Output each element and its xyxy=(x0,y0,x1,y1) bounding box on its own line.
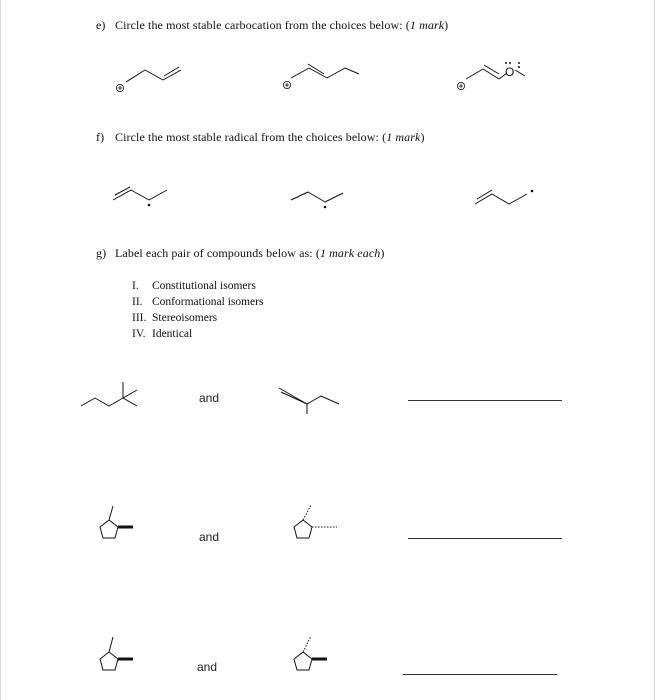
plus-charge-icon xyxy=(283,81,290,88)
carbocation-option-3[interactable] xyxy=(453,55,553,95)
question-g-mark: 1 mark each xyxy=(319,246,381,260)
question-g-close: ) xyxy=(380,246,385,260)
pair-3-right-structure xyxy=(283,632,339,682)
question-e xyxy=(96,18,448,33)
radical-option-3[interactable] xyxy=(471,180,541,212)
question-e-tag: e) xyxy=(96,18,106,32)
pair-2-left-structure xyxy=(91,500,139,552)
pair-1-answer-blank[interactable] xyxy=(408,400,562,401)
radical-option-1[interactable] xyxy=(109,182,173,212)
pair-2-answer-blank[interactable] xyxy=(408,538,562,539)
pair-2-right-structure xyxy=(283,500,343,552)
pair-2-and-label: and xyxy=(199,530,220,544)
question-e-text: Circle the most stable carbocation from the choices below: ( xyxy=(115,18,410,32)
radical-dot-icon xyxy=(324,206,327,209)
question-e-close: ) xyxy=(444,18,449,32)
carbocation-option-1[interactable] xyxy=(111,62,191,96)
question-f-text: Circle the most stable radical from the choices below: ( xyxy=(115,130,387,144)
question-e-mark: 1 mark xyxy=(409,18,445,32)
label-option-numeral: I. xyxy=(132,280,139,292)
pair-3-and-label: and xyxy=(197,660,218,674)
label-option xyxy=(114,326,263,342)
label-option-numeral: IV. xyxy=(132,328,146,340)
carbocation-option-2[interactable] xyxy=(277,60,361,94)
label-option xyxy=(114,294,263,310)
label-option-text: Conformational isomers xyxy=(152,296,264,308)
question-f-close: ) xyxy=(420,130,425,144)
pair-1-right-structure xyxy=(277,384,347,416)
label-options-list xyxy=(114,278,263,342)
label-option-numeral: II. xyxy=(132,296,143,308)
question-g-text: Label each pair of compounds below as: ( xyxy=(115,246,320,260)
label-option xyxy=(114,278,263,294)
pair-1-and-label: and xyxy=(199,391,220,405)
label-option-text: Stereoisomers xyxy=(152,312,218,324)
oxygen-atom-label: O xyxy=(505,65,515,79)
question-g-tag: g) xyxy=(96,246,107,260)
radical-dot-icon xyxy=(531,190,534,193)
radical-dot-icon xyxy=(148,204,151,207)
label-option-numeral: III. xyxy=(132,312,147,324)
label-option xyxy=(114,310,263,326)
question-f-tag: f) xyxy=(96,130,105,144)
plus-charge-icon xyxy=(116,84,123,91)
question-g xyxy=(96,246,384,261)
radical-option-2[interactable] xyxy=(287,188,353,218)
question-f xyxy=(96,130,425,145)
plus-charge-icon xyxy=(457,82,464,89)
label-option-text: Identical xyxy=(152,328,193,340)
question-f-mark: 1 mark xyxy=(386,130,421,144)
pair-1-left-structure xyxy=(79,378,145,412)
pair-3-answer-blank[interactable] xyxy=(403,674,557,675)
label-option-text: Constitutional isomers xyxy=(152,280,256,292)
pair-3-left-structure xyxy=(91,632,139,682)
